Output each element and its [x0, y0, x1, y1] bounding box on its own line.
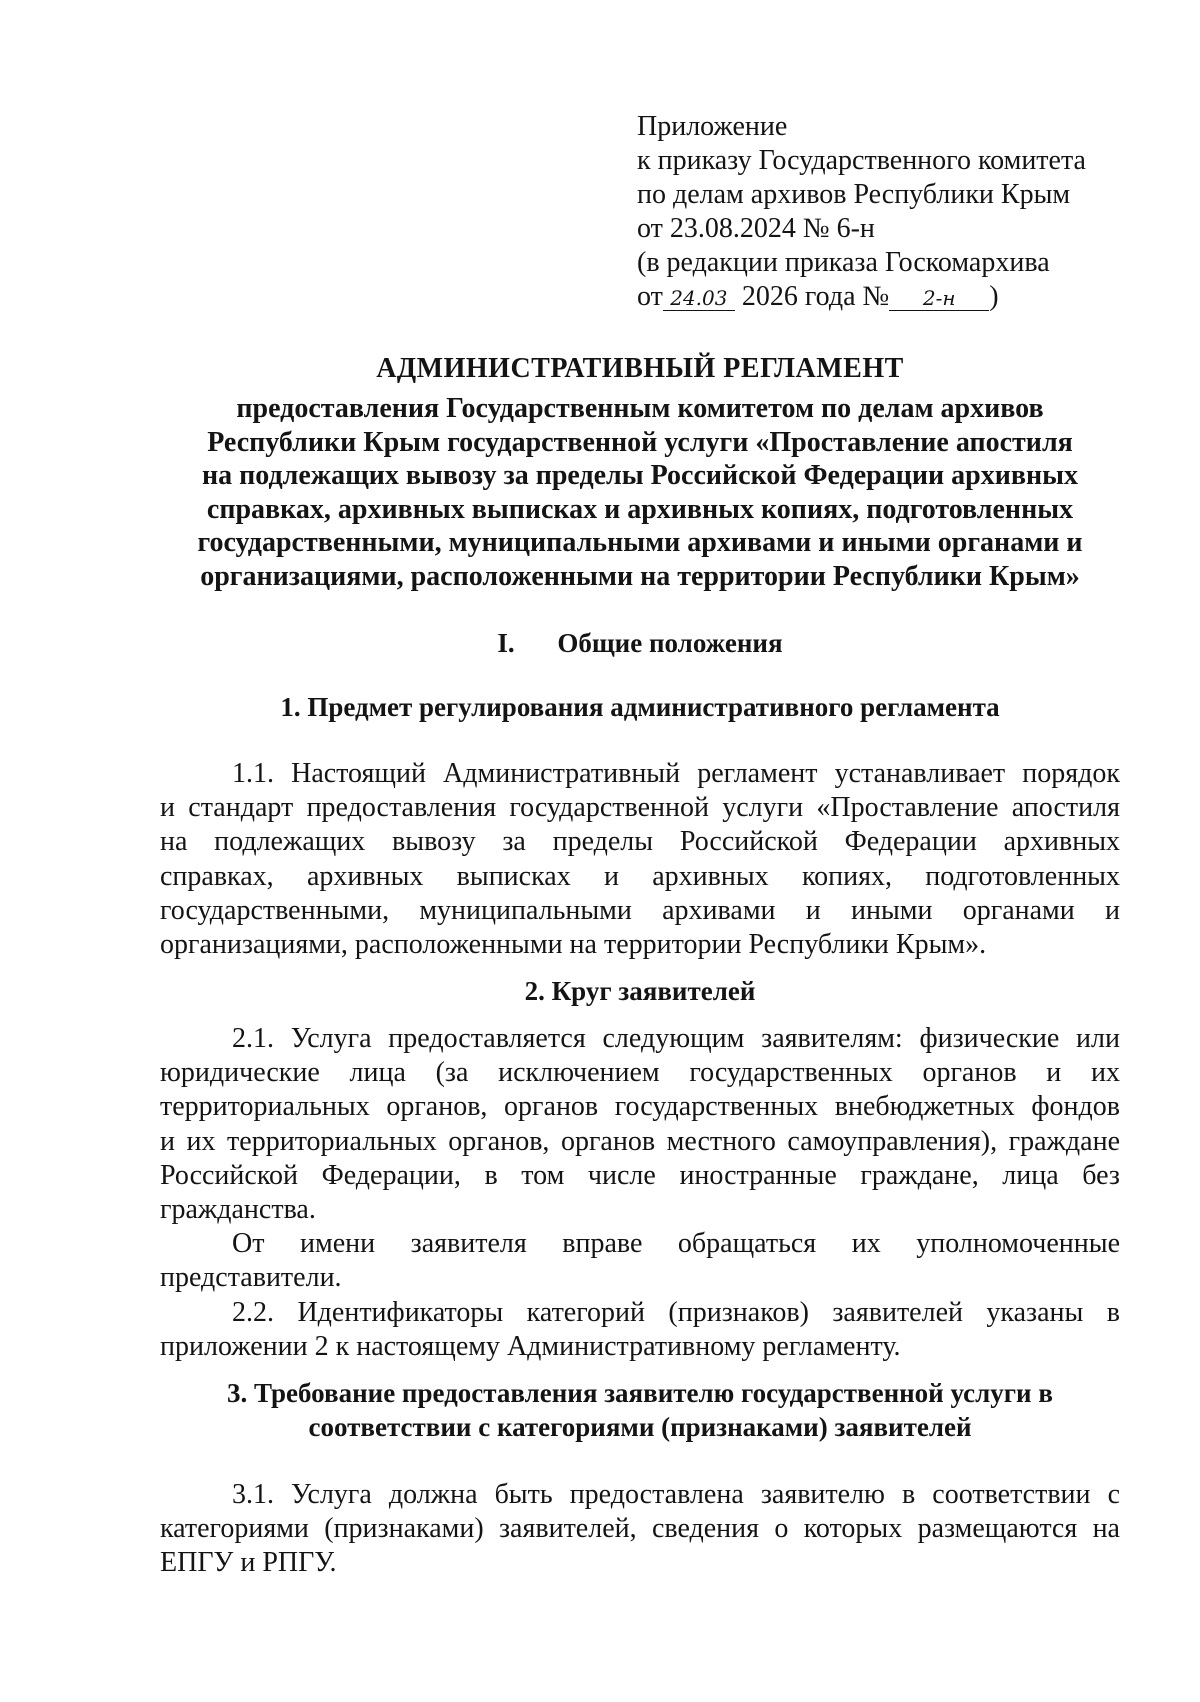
paragraph-line: От имени заявителя вправе обращаться их уполномоченные — [232, 1228, 1120, 1260]
paragraph-line: ЕПГУ и РПГУ. — [160, 1547, 337, 1579]
paragraph-1-1 — [160, 757, 1120, 962]
paragraph-line: и стандарт предоставления государственной услуги «Проставление апостиля — [160, 792, 1120, 824]
title-main: АДМИНИСТРАТИВНЫЙ РЕГЛАМЕНТ — [376, 353, 904, 384]
paragraph-line: представители. — [160, 1262, 342, 1294]
paragraph-3-1 — [160, 1478, 1120, 1581]
heading-line: 3. Требование предоставления заявителю государственной услуги в — [227, 1378, 1053, 1408]
paragraph-line: Российской Федерации, в том числе иностранные граждане, лица без — [160, 1159, 1120, 1191]
subsection-heading-2: 2. Круг заявителей — [524, 976, 756, 1006]
paragraph-2-1 — [160, 1022, 1120, 1364]
handwritten-number: 2-н — [889, 286, 989, 311]
header-line: к приказу Государственного комитета — [637, 145, 1086, 176]
title-line: предоставления Государственным комитетом по делам архивов — [236, 393, 1044, 424]
title-subtitle — [160, 392, 1120, 593]
header-line-amendment — [637, 280, 1157, 314]
header-line: от 23.08.2024 № 6-н — [637, 213, 875, 244]
section-number: I. — [497, 628, 515, 658]
subsection-heading-3 — [160, 1376, 1120, 1444]
paragraph-line: категориями (признаками) заявителей, сведения о которых размещаются на — [160, 1513, 1120, 1545]
handwritten-date: 24.03 — [663, 286, 735, 311]
appendix-header — [637, 110, 1157, 314]
section-title: Общие положения — [557, 628, 783, 658]
paragraph-line: 1.1. Настоящий Административный регламент устанавливает порядок — [232, 758, 1120, 789]
paragraph-line: 2.2. Идентификаторы категорий (признаков) заявителей указаны в — [232, 1296, 1120, 1328]
paragraph-line: организациями, расположенными на территории Республики Крым». — [160, 929, 987, 961]
amendment-prefix: от — [637, 281, 663, 312]
title-line: организациями, расположенными на территории Республики Крым» — [200, 560, 1080, 592]
paragraph-line: 2.1. Услуга предоставляется следующим заявителям: физические или — [232, 1023, 1120, 1054]
paragraph-line: справках, архивных выписках и архивных копиях, подготовленных — [160, 860, 1120, 892]
subsection-heading-1: 1. Предмет регулирования административного регламента — [280, 692, 1000, 722]
paragraph-line: и их территориальных органов, органов местного самоуправления), граждане — [160, 1125, 1120, 1157]
title-line: Республики Крым государственной услуги «Проставление апостиля — [207, 426, 1073, 458]
header-line: (в редакции приказа Госкомархива — [637, 247, 1050, 278]
header-line: Приложение — [637, 111, 788, 142]
paragraph-line: юридические лица (за исключением государственных органов и их — [160, 1057, 1120, 1089]
header-line: по делам архивов Республики Крым — [637, 179, 1071, 210]
paragraph-line: приложении 2 к настоящему Административному регламенту. — [160, 1330, 901, 1362]
paragraph-line: 3.1. Услуга должна быть предоставлена заявителю в соответствии с — [232, 1479, 1120, 1510]
paragraph-line: государственными, муниципальными архивами и иными органами и — [160, 894, 1120, 926]
paragraph-line: территориальных органов, органов государственных внебюджетных фондов — [160, 1091, 1120, 1123]
document-title — [160, 352, 1120, 593]
title-line: справках, архивных выписках и архивных копиях, подготовленных — [206, 493, 1074, 525]
paragraph-line: гражданства. — [160, 1194, 316, 1226]
title-line: государственными, муниципальными архивами и иными органами и — [197, 527, 1083, 558]
amendment-middle: 2026 года № — [741, 281, 890, 312]
paragraph-line: на подлежащих вывозу за пределы Российской Федерации архивных — [160, 826, 1120, 858]
amendment-suffix: ) — [989, 281, 999, 312]
heading-line: соответствии с категориями (признаками) заявителей — [308, 1412, 972, 1442]
title-line: на подлежащих вывозу за пределы Российской Федерации архивных — [202, 460, 1078, 491]
section-heading-general — [160, 626, 1120, 660]
